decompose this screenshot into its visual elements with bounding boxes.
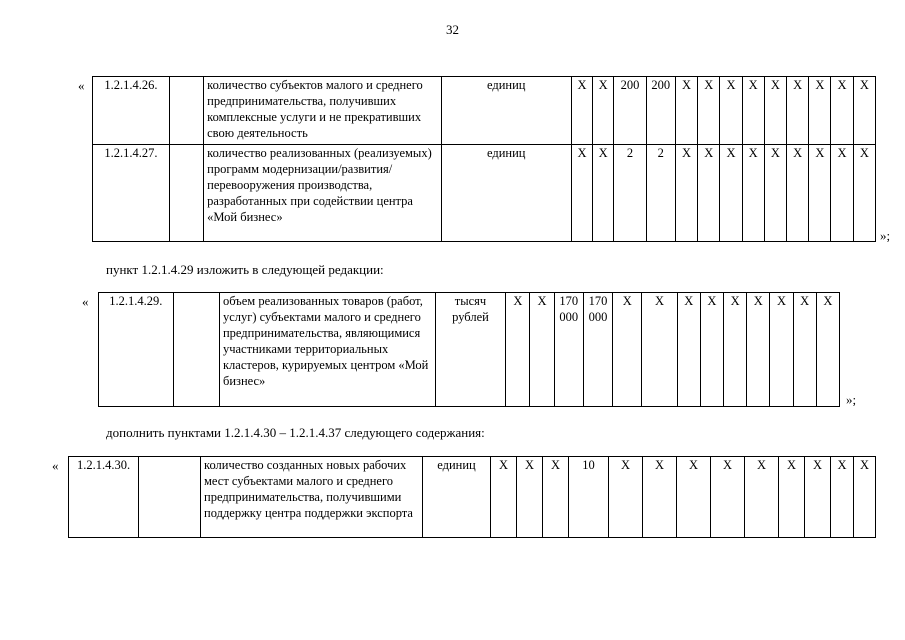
row-description: количество реализованных (реализуемых) программ модернизации/развития/перевооружения производства, разработанных при содействии центра «Мой бизнес» [204,145,441,242]
row-unit: единиц [441,77,571,145]
table-row [93,77,876,145]
value-cell: X [816,293,839,407]
row-code: 1.2.1.4.27. [93,145,170,242]
value-cell: X [677,457,711,538]
open-quote: « [78,78,85,93]
row-unit: тысяч рублей [435,293,506,407]
value-cell: X [720,77,742,145]
value-cell: X [593,145,614,242]
value-cell: X [675,77,697,145]
value-cell: X [809,77,831,145]
value-cell: X [613,293,642,407]
value-cell: X [831,77,853,145]
open-quote: « [82,294,89,309]
value-cell: X [517,457,543,538]
value-cell: X [805,457,831,538]
value-cell: X [747,293,770,407]
indicator-table-3 [68,456,876,538]
value-cell: X [779,457,805,538]
value-cell: X [506,293,530,407]
close-quote: »; [880,228,891,243]
value-cell: X [745,457,779,538]
value-cell: 200 [646,77,675,145]
row-code: 1.2.1.4.29. [99,293,174,407]
value-cell: X [700,293,723,407]
value-cell: X [571,145,592,242]
page-number: 32 [446,22,459,37]
table-row [99,293,840,407]
value-cell: X [770,293,793,407]
value-cell: X [711,457,745,538]
value-cell: X [831,145,853,242]
indicator-table-2 [98,292,840,407]
value-cell: 170 000 [583,293,612,407]
open-quote: « [52,458,59,473]
value-cell: X [698,77,720,145]
value-cell: X [642,293,677,407]
value-cell: X [742,77,764,145]
value-cell: X [764,145,786,242]
value-cell: X [677,293,700,407]
row-description: количество созданных новых рабочих мест субъектами малого и среднего предпринимательства, получившими поддержку центра поддержки экспорта [201,457,423,538]
value-cell: X [831,457,854,538]
close-quote: »; [846,392,857,407]
value-cell: 2 [614,145,646,242]
value-cell: X [787,145,809,242]
table-row [69,457,876,538]
value-cell: X [787,77,809,145]
value-cell: 170 000 [554,293,583,407]
value-cell: X [854,457,876,538]
value-cell: X [720,145,742,242]
row-description: количество субъектов малого и среднего предпринимательства, получивших комплексные услуги и не прекративших свою деятельность [204,77,441,145]
row-unit: единиц [441,145,571,242]
value-cell: X [543,457,569,538]
value-cell: X [764,77,786,145]
instruction-paragraph: дополнить пунктами 1.2.1.4.30 – 1.2.1.4.37 следующего содержания: [106,425,485,440]
empty-cell [173,293,219,407]
value-cell: X [571,77,592,145]
row-description: объем реализованных товаров (работ, услуг) субъектами малого и среднего предпринимательства, являющимися участниками территориальных кластеров, курируемых центром «Мой бизнес» [219,293,435,407]
value-cell: X [643,457,677,538]
empty-cell [169,77,203,145]
value-cell: 2 [646,145,675,242]
empty-cell [169,145,203,242]
value-cell: X [609,457,643,538]
row-unit: единиц [423,457,491,538]
value-cell: 10 [569,457,609,538]
value-cell: X [675,145,697,242]
value-cell: X [724,293,747,407]
value-cell: X [853,77,875,145]
value-cell: X [742,145,764,242]
row-code: 1.2.1.4.26. [93,77,170,145]
value-cell: X [793,293,816,407]
value-cell: X [809,145,831,242]
value-cell: X [530,293,554,407]
value-cell: X [698,145,720,242]
value-cell: X [853,145,875,242]
table-row [93,145,876,242]
row-code: 1.2.1.4.30. [69,457,139,538]
empty-cell [139,457,201,538]
value-cell: X [491,457,517,538]
instruction-paragraph: пункт 1.2.1.4.29 изложить в следующей редакции: [106,262,384,277]
indicator-table-1 [92,76,876,242]
value-cell: 200 [614,77,646,145]
value-cell: X [593,77,614,145]
